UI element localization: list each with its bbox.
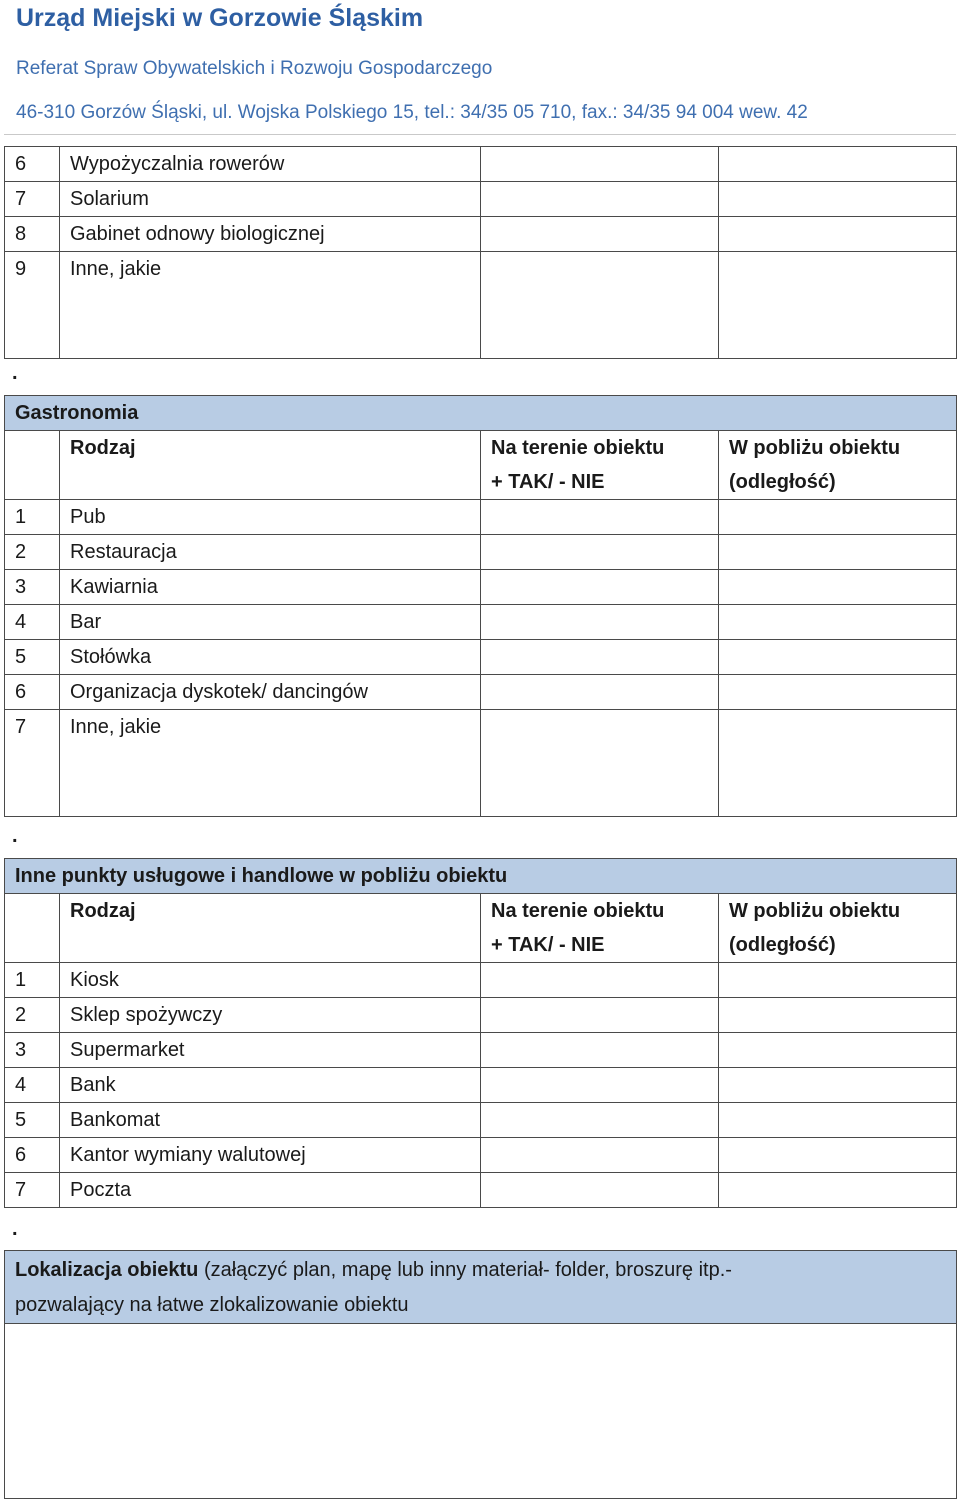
row-number: 2 bbox=[5, 998, 60, 1033]
on-site-cell[interactable] bbox=[481, 998, 719, 1033]
on-site-cell[interactable] bbox=[481, 1138, 719, 1173]
row-number: 9 bbox=[5, 252, 60, 359]
on-site-cell[interactable] bbox=[481, 252, 719, 359]
table-row bbox=[5, 998, 957, 1033]
row-number: 3 bbox=[5, 570, 60, 605]
section-header-row bbox=[5, 396, 957, 431]
row-label: Sklep spożywczy bbox=[60, 998, 481, 1033]
section-header-row bbox=[5, 1251, 957, 1324]
on-site-cell[interactable] bbox=[481, 640, 719, 675]
office-title: Urząd Miejski w Gorzowie Śląskim bbox=[16, 4, 424, 32]
table-row bbox=[5, 217, 957, 252]
other-services-table bbox=[4, 146, 957, 359]
column-header-nearby-line2: (odległość) bbox=[729, 471, 836, 493]
nearby-cell[interactable] bbox=[719, 535, 957, 570]
table-row bbox=[5, 1033, 957, 1068]
table-row bbox=[5, 710, 957, 817]
column-header-on-site-line2: + TAK/ - NIE bbox=[491, 934, 605, 956]
nearby-cell[interactable] bbox=[719, 675, 957, 710]
location-title-rest: (załączyć plan, mapę lub inny materiał- folder, broszurę itp.- bbox=[198, 1259, 732, 1281]
on-site-cell[interactable] bbox=[481, 570, 719, 605]
section-title: Gastronomia bbox=[5, 396, 957, 431]
column-header-on-site-line2: + TAK/ - NIE bbox=[491, 471, 605, 493]
nearby-cell[interactable] bbox=[719, 217, 957, 252]
nearby-cell[interactable] bbox=[719, 640, 957, 675]
table-row bbox=[5, 1068, 957, 1103]
separator-dot: . bbox=[12, 1218, 18, 1240]
row-number: 5 bbox=[5, 1103, 60, 1138]
header-divider bbox=[4, 134, 956, 135]
location-table bbox=[4, 1250, 957, 1499]
row-number: 8 bbox=[5, 217, 60, 252]
on-site-cell[interactable] bbox=[481, 1173, 719, 1208]
table-row bbox=[5, 1138, 957, 1173]
on-site-cell[interactable] bbox=[481, 605, 719, 640]
separator-dot: . bbox=[12, 362, 18, 384]
column-header-on-site-line1: Na terenie obiektu bbox=[491, 900, 665, 922]
row-label: Kiosk bbox=[60, 963, 481, 998]
table-row bbox=[5, 963, 957, 998]
table-row bbox=[5, 1103, 957, 1138]
nearby-cell[interactable] bbox=[719, 182, 957, 217]
table-row bbox=[5, 147, 957, 182]
row-number: 6 bbox=[5, 675, 60, 710]
nearby-cell[interactable] bbox=[719, 1103, 957, 1138]
separator-dot: . bbox=[12, 825, 18, 847]
on-site-cell[interactable] bbox=[481, 500, 719, 535]
row-label: Poczta bbox=[60, 1173, 481, 1208]
row-number: 5 bbox=[5, 640, 60, 675]
column-header-on-site bbox=[481, 894, 719, 963]
row-number: 2 bbox=[5, 535, 60, 570]
row-number: 1 bbox=[5, 963, 60, 998]
table-row bbox=[5, 675, 957, 710]
location-section-title bbox=[5, 1251, 957, 1324]
nearby-cell[interactable] bbox=[719, 147, 957, 182]
nearby-cell[interactable] bbox=[719, 1033, 957, 1068]
table-row bbox=[5, 570, 957, 605]
row-number: 7 bbox=[5, 710, 60, 817]
nearby-cell[interactable] bbox=[719, 710, 957, 817]
column-header-on-site-line1: Na terenie obiektu bbox=[491, 437, 665, 459]
row-label: Bankomat bbox=[60, 1103, 481, 1138]
section-title: Inne punkty usługowe i handlowe w pobliżu obiektu bbox=[5, 859, 957, 894]
table-row bbox=[5, 605, 957, 640]
location-input-row bbox=[5, 1324, 957, 1499]
row-number: 7 bbox=[5, 182, 60, 217]
table-row bbox=[5, 500, 957, 535]
department-name: Referat Spraw Obywatelskich i Rozwoju Gospodarczego bbox=[16, 58, 493, 79]
location-title-line2: pozwalający na łatwe zlokalizowanie obiektu bbox=[15, 1294, 409, 1316]
row-number: 4 bbox=[5, 1068, 60, 1103]
column-header-row bbox=[5, 894, 957, 963]
column-header-row bbox=[5, 431, 957, 500]
location-title-bold: Lokalizacja obiektu bbox=[15, 1259, 199, 1281]
row-number: 6 bbox=[5, 1138, 60, 1173]
row-number: 1 bbox=[5, 500, 60, 535]
table-row bbox=[5, 535, 957, 570]
row-label: Kantor wymiany walutowej bbox=[60, 1138, 481, 1173]
on-site-cell[interactable] bbox=[481, 963, 719, 998]
row-number: 3 bbox=[5, 1033, 60, 1068]
on-site-cell[interactable] bbox=[481, 1103, 719, 1138]
nearby-cell[interactable] bbox=[719, 1138, 957, 1173]
row-label: Kawiarnia bbox=[60, 570, 481, 605]
on-site-cell[interactable] bbox=[481, 1033, 719, 1068]
row-number: 6 bbox=[5, 147, 60, 182]
on-site-cell[interactable] bbox=[481, 182, 719, 217]
gastronomy-table bbox=[4, 395, 957, 817]
row-label: Inne, jakie bbox=[60, 252, 481, 359]
column-header-nearby-line1: W pobliżu obiektu bbox=[729, 900, 901, 922]
row-label: Restauracja bbox=[60, 535, 481, 570]
row-number: 7 bbox=[5, 1173, 60, 1208]
section-header-row bbox=[5, 859, 957, 894]
row-label: Bar bbox=[60, 605, 481, 640]
nearby-cell[interactable] bbox=[719, 1173, 957, 1208]
row-label: Gabinet odnowy biologicznej bbox=[60, 217, 481, 252]
location-input-area[interactable] bbox=[5, 1324, 957, 1499]
column-header-nearby-line1: W pobliżu obiektu bbox=[729, 437, 901, 459]
nearby-cell[interactable] bbox=[719, 570, 957, 605]
on-site-cell[interactable] bbox=[481, 710, 719, 817]
on-site-cell[interactable] bbox=[481, 675, 719, 710]
row-label: Inne, jakie bbox=[60, 710, 481, 817]
row-label: Wypożyczalnia rowerów bbox=[60, 147, 481, 182]
column-header-nearby-line2: (odległość) bbox=[729, 934, 836, 956]
column-header-nearby bbox=[719, 431, 957, 500]
row-label: Stołówka bbox=[60, 640, 481, 675]
office-address: 46-310 Gorzów Śląski, ul. Wojska Polskiego 15, tel.: 34/35 05 710, fax.: 34/35 94 004 wew. 42 bbox=[16, 102, 808, 123]
column-header-nearby bbox=[719, 894, 957, 963]
nearby-cell[interactable] bbox=[719, 963, 957, 998]
on-site-cell[interactable] bbox=[481, 535, 719, 570]
row-label: Bank bbox=[60, 1068, 481, 1103]
nearby-cell[interactable] bbox=[719, 500, 957, 535]
row-label: Solarium bbox=[60, 182, 481, 217]
on-site-cell[interactable] bbox=[481, 147, 719, 182]
table-row bbox=[5, 252, 957, 359]
table-row bbox=[5, 640, 957, 675]
nearby-cell[interactable] bbox=[719, 605, 957, 640]
on-site-cell[interactable] bbox=[481, 217, 719, 252]
column-header-on-site bbox=[481, 431, 719, 500]
services-shops-table bbox=[4, 858, 957, 1208]
table-row bbox=[5, 182, 957, 217]
column-header-type: Rodzaj bbox=[60, 431, 481, 500]
nearby-cell[interactable] bbox=[719, 998, 957, 1033]
row-label: Organizacja dyskotek/ dancingów bbox=[60, 675, 481, 710]
on-site-cell[interactable] bbox=[481, 1068, 719, 1103]
nearby-cell[interactable] bbox=[719, 252, 957, 359]
nearby-cell[interactable] bbox=[719, 1068, 957, 1103]
row-label: Supermarket bbox=[60, 1033, 481, 1068]
column-header-type: Rodzaj bbox=[60, 894, 481, 963]
table-row bbox=[5, 1173, 957, 1208]
row-number: 4 bbox=[5, 605, 60, 640]
row-label: Pub bbox=[60, 500, 481, 535]
